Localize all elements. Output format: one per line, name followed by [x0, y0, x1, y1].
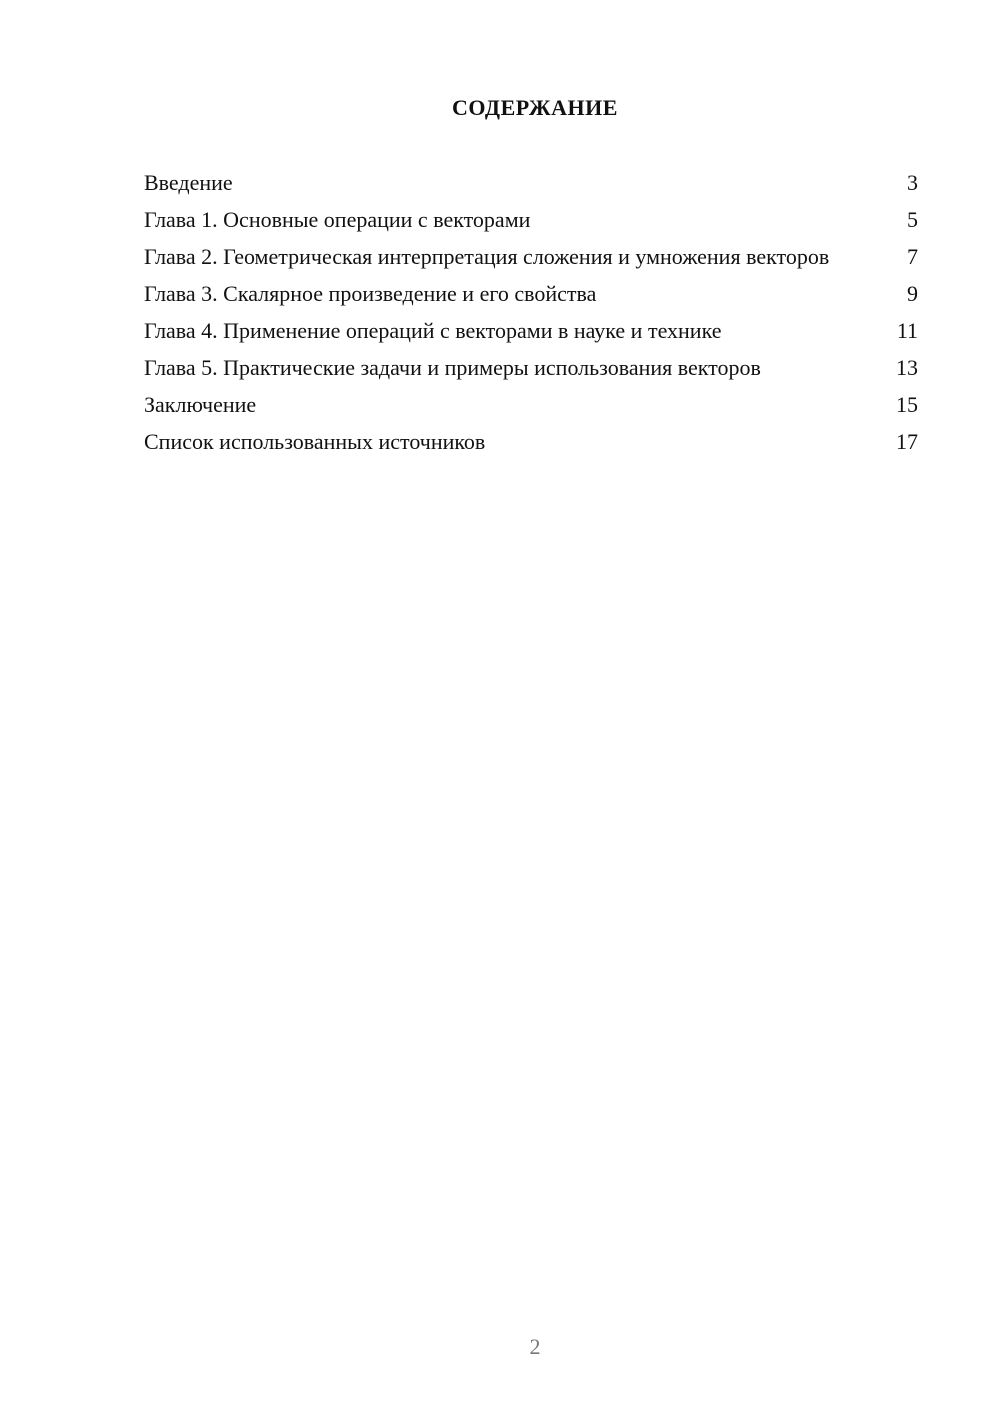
toc-entry-page: 3	[907, 170, 918, 195]
toc-entry-text: Заключение	[144, 392, 257, 417]
toc-entry-conclusion	[144, 391, 918, 418]
toc-entry-page: 9	[907, 281, 918, 306]
toc-entry-page: 5	[907, 207, 918, 232]
toc-entry-page: 17	[896, 429, 918, 454]
toc-entry-chapter-4	[144, 317, 918, 344]
page-number: 2	[529, 1334, 541, 1359]
toc-entry-references	[144, 428, 918, 455]
toc-entry-text: Глава 4. Применение операций с векторами в науке и технике	[144, 318, 722, 343]
toc-entry-page: 13	[896, 355, 918, 380]
toc-entry-chapter-1	[144, 206, 918, 233]
toc-entry-text: Глава 5. Практические задачи и примеры использования векторов	[144, 355, 761, 380]
toc-entry-text: Список использованных источников	[144, 429, 486, 454]
toc-entry-text: Глава 3. Скалярное произведение и его свойства	[144, 281, 597, 306]
toc-entry-text: Введение	[144, 170, 233, 195]
table-of-contents	[144, 169, 918, 465]
toc-entry-page: 7	[907, 244, 918, 269]
toc-entry-page: 15	[896, 392, 918, 417]
toc-entry-text: Глава 1. Основные операции с векторами	[144, 207, 531, 232]
toc-entry-introduction	[144, 169, 918, 196]
toc-entry-chapter-5	[144, 354, 918, 381]
toc-entry-chapter-3	[144, 280, 918, 307]
toc-entry-text: Глава 2. Геометрическая интерпретация сложения и умножения векторов	[144, 244, 830, 269]
toc-entry-page: 11	[896, 318, 918, 343]
page-title: СОДЕРЖАНИЕ	[452, 95, 618, 120]
toc-entry-chapter-2	[144, 243, 918, 270]
